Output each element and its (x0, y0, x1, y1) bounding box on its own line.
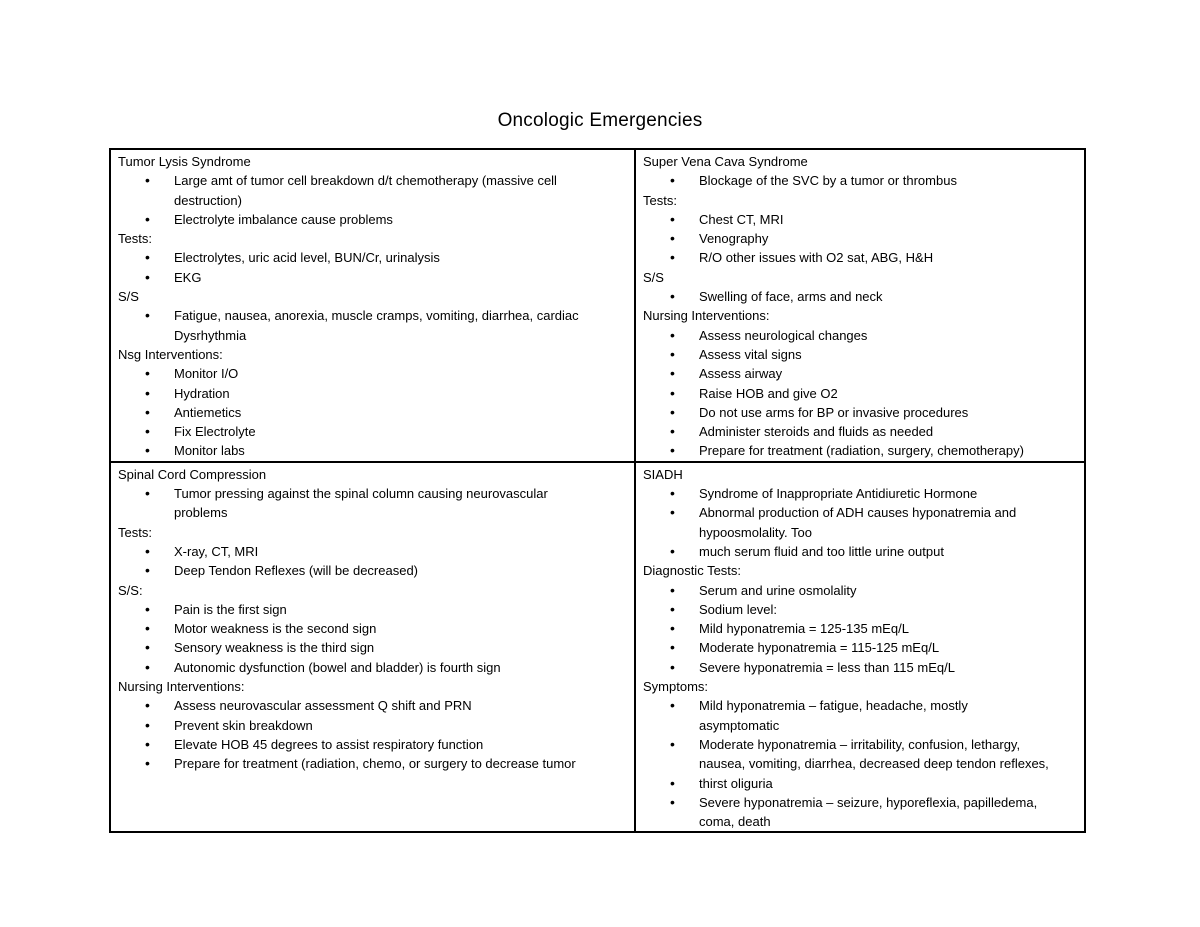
list-item: • Electrolyte imbalance cause problems (118, 210, 628, 229)
section-heading: SIADH (643, 466, 683, 482)
list-item: • Assess vital signs (643, 345, 1078, 364)
list-item: • Assess neurological changes (643, 326, 1078, 345)
list-item: • Fatigue, nausea, anorexia, muscle cramps, vomiting, diarrhea, cardiac (118, 306, 628, 325)
list-item: • Pain is the first sign (118, 600, 628, 619)
section-heading: Super Vena Cava Syndrome (643, 154, 808, 169)
list-item: • Blockage of the SVC by a tumor or thrombus (643, 171, 1078, 190)
list-item: • Elevate HOB 45 degrees to assist respiratory function (118, 735, 628, 754)
ss-label: S/S (118, 289, 139, 305)
list-item: • Severe hyponatremia = less than 115 mEq/L (643, 658, 1078, 677)
symptoms-label: Symptoms: (643, 679, 709, 695)
section-heading: Tumor Lysis Syndrome (118, 154, 251, 169)
list-item: • Administer steroids and fluids as needed (643, 422, 1078, 441)
list-item: • Antiemetics (118, 403, 628, 422)
list-item: • Sodium level: (643, 600, 1078, 619)
list-item: • Monitor I/O (118, 364, 628, 383)
list-item: • X-ray, CT, MRI (118, 542, 628, 561)
list-item: • Mild hyponatremia – fatigue, headache, mostly (643, 696, 1078, 715)
list-item: • Venography (643, 229, 1078, 248)
cell-spinal-cord (110, 462, 635, 833)
list-item-continuation: problems (174, 505, 228, 521)
list-item-continuation: nausea, vomiting, diarrhea, decreased deep tendon reflexes, (699, 756, 1049, 772)
list-item: • Abnormal production of ADH causes hyponatremia and (643, 503, 1078, 522)
list-item: • Serum and urine osmolality (643, 581, 1078, 600)
list-item: • Severe hyponatremia – seizure, hyporeflexia, papilledema, (643, 793, 1078, 812)
list-item: • thirst oliguria (643, 774, 1078, 793)
list-item: • Do not use arms for BP or invasive procedures (643, 403, 1078, 422)
cell-tumor-lysis (110, 149, 635, 462)
ss-label: S/S: (118, 582, 143, 598)
list-item: • Tumor pressing against the spinal column causing neurovascular (118, 484, 628, 503)
list-item-continuation: destruction) (174, 192, 242, 208)
list-item: • Prepare for treatment (radiation, chemo, or surgery to decrease tumor (118, 754, 628, 773)
emergencies-table (109, 148, 1086, 833)
list-item: • EKG (118, 268, 628, 287)
list-item: • Assess airway (643, 364, 1078, 383)
ss-label: S/S (643, 269, 664, 285)
interventions-label: Nsg Interventions: (118, 346, 223, 362)
list-item: • Sensory weakness is the third sign (118, 638, 628, 657)
tests-label: Tests: (643, 192, 677, 208)
list-item: • Mild hyponatremia = 125-135 mEq/L (643, 619, 1078, 638)
interventions-label: Nursing Interventions: (118, 679, 245, 695)
list-item: • Prevent skin breakdown (118, 716, 628, 735)
list-item: • Prepare for treatment (radiation, surgery, chemotherapy) (643, 441, 1078, 460)
list-item: • Deep Tendon Reflexes (will be decreased) (118, 561, 628, 580)
cell-svc (635, 149, 1085, 462)
list-item: • Autonomic dysfunction (bowel and bladder) is fourth sign (118, 658, 628, 677)
list-item: • Chest CT, MRI (643, 210, 1078, 229)
list-item: • Monitor labs (118, 441, 628, 460)
list-item: • Swelling of face, arms and neck (643, 287, 1078, 306)
list-item-continuation: asymptomatic (699, 717, 780, 733)
list-item-continuation: Dysrhythmia (174, 327, 247, 343)
list-item: • Fix Electrolyte (118, 422, 628, 441)
list-item: • much serum fluid and too little urine output (643, 542, 1078, 561)
list-item: • Assess neurovascular assessment Q shift and PRN (118, 696, 628, 715)
list-item: • Large amt of tumor cell breakdown d/t chemotherapy (massive cell (118, 171, 628, 190)
section-heading: Spinal Cord Compression (118, 466, 267, 482)
list-item: • R/O other issues with O2 sat, ABG, H&H (643, 248, 1078, 267)
interventions-label: Nursing Interventions: (643, 308, 770, 324)
list-item-continuation: coma, death (699, 814, 771, 830)
page-title: Oncologic Emergencies (497, 110, 703, 131)
cell-siadh (635, 462, 1085, 833)
list-item: • Moderate hyponatremia = 115-125 mEq/L (643, 638, 1078, 657)
list-item: • Electrolytes, uric acid level, BUN/Cr, urinalysis (118, 248, 628, 267)
list-item: • Motor weakness is the second sign (118, 619, 628, 638)
tests-label: Tests: (118, 231, 152, 247)
list-item-continuation: hypoosmolality. Too (699, 524, 812, 540)
tests-label: Tests: (118, 524, 152, 540)
list-item: • Raise HOB and give O2 (643, 384, 1078, 403)
list-item: • Hydration (118, 384, 628, 403)
list-item: • Moderate hyponatremia – irritability, confusion, lethargy, (643, 735, 1078, 754)
tests-label: Diagnostic Tests: (643, 563, 742, 579)
list-item: • Syndrome of Inappropriate Antidiuretic Hormone (643, 484, 1078, 503)
